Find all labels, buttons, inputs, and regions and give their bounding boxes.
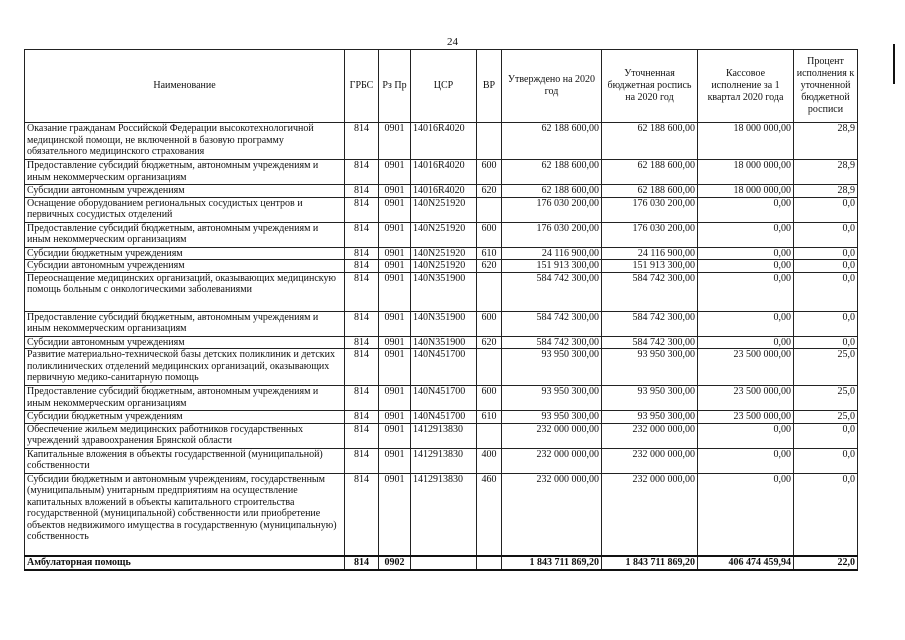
rzpr-cell: 0901 xyxy=(379,411,411,424)
header-cash: Кассовое исполнение за 1 квартал 2020 года xyxy=(698,50,794,123)
rzpr-cell: 0901 xyxy=(379,311,411,336)
header-approved: Утверждено на 2020 год xyxy=(502,50,602,123)
refined-cell: 151 913 300,00 xyxy=(602,260,698,273)
csr-cell: 14016R4020 xyxy=(411,123,477,160)
refined-cell: 232 000 000,00 xyxy=(602,423,698,448)
header-percent: Процент исполнения к уточненной бюджетной росписи xyxy=(794,50,858,123)
cash-cell: 0,00 xyxy=(698,336,794,349)
vr-cell: 460 xyxy=(477,473,502,556)
cash-cell: 18 000 000,00 xyxy=(698,160,794,185)
name-cell: Оснащение оборудованием региональных сосудистых центров и первичных сосудистых отделений xyxy=(25,197,345,222)
grbs-cell: 814 xyxy=(345,185,379,198)
approved-cell: 232 000 000,00 xyxy=(502,473,602,556)
grbs-cell: 814 xyxy=(345,197,379,222)
cash-cell: 0,00 xyxy=(698,247,794,260)
percent-cell: 0,0 xyxy=(794,336,858,349)
vr-cell: 600 xyxy=(477,311,502,336)
grbs-cell: 814 xyxy=(345,272,379,311)
name-cell: Развитие материально-технической базы детских поликлиник и детских поликлинических отделений медицинских организаций, оказывающих первичную медико-санитарную помощь xyxy=(25,349,345,386)
rzpr-cell: 0901 xyxy=(379,336,411,349)
percent-cell: 28,9 xyxy=(794,123,858,160)
refined-cell: 93 950 300,00 xyxy=(602,411,698,424)
approved-cell: 93 950 300,00 xyxy=(502,411,602,424)
header-refined: Уточненная бюджетная роспись на 2020 год xyxy=(602,50,698,123)
csr-cell xyxy=(411,556,477,570)
name-cell: Предоставление субсидий бюджетным, автономным учреждениям и иным некоммерческим организациям xyxy=(25,386,345,411)
rzpr-cell: 0901 xyxy=(379,247,411,260)
refined-cell: 584 742 300,00 xyxy=(602,272,698,311)
vr-cell: 620 xyxy=(477,260,502,273)
rzpr-cell: 0901 xyxy=(379,123,411,160)
csr-cell: 1412913830 xyxy=(411,448,477,473)
refined-cell: 1 843 711 869,20 xyxy=(602,556,698,570)
cash-cell: 0,00 xyxy=(698,260,794,273)
refined-cell: 584 742 300,00 xyxy=(602,311,698,336)
cash-cell: 23 500 000,00 xyxy=(698,349,794,386)
percent-cell: 25,0 xyxy=(794,386,858,411)
approved-cell: 24 116 900,00 xyxy=(502,247,602,260)
percent-cell: 0,0 xyxy=(794,260,858,273)
refined-cell: 62 188 600,00 xyxy=(602,123,698,160)
rzpr-cell: 0901 xyxy=(379,160,411,185)
percent-cell: 25,0 xyxy=(794,411,858,424)
cash-cell: 0,00 xyxy=(698,272,794,311)
grbs-cell: 814 xyxy=(345,473,379,556)
grbs-cell: 814 xyxy=(345,123,379,160)
cash-cell: 0,00 xyxy=(698,448,794,473)
grbs-cell: 814 xyxy=(345,247,379,260)
grbs-cell: 814 xyxy=(345,260,379,273)
csr-cell: 1412913830 xyxy=(411,423,477,448)
percent-cell: 22,0 xyxy=(794,556,858,570)
percent-cell: 28,9 xyxy=(794,185,858,198)
rzpr-cell: 0901 xyxy=(379,448,411,473)
cash-cell: 18 000 000,00 xyxy=(698,123,794,160)
grbs-cell: 814 xyxy=(345,423,379,448)
cash-cell: 0,00 xyxy=(698,311,794,336)
vr-cell xyxy=(477,197,502,222)
vr-cell: 600 xyxy=(477,386,502,411)
approved-cell: 1 843 711 869,20 xyxy=(502,556,602,570)
cash-cell: 0,00 xyxy=(698,197,794,222)
percent-cell: 0,0 xyxy=(794,311,858,336)
csr-cell: 140N351900 xyxy=(411,272,477,311)
cash-cell: 23 500 000,00 xyxy=(698,411,794,424)
refined-cell: 176 030 200,00 xyxy=(602,222,698,247)
rzpr-cell: 0901 xyxy=(379,386,411,411)
approved-cell: 62 188 600,00 xyxy=(502,123,602,160)
rzpr-cell: 0901 xyxy=(379,473,411,556)
table-row xyxy=(25,123,858,160)
grbs-cell: 814 xyxy=(345,448,379,473)
table-row xyxy=(25,185,858,198)
refined-cell: 232 000 000,00 xyxy=(602,473,698,556)
vr-cell xyxy=(477,272,502,311)
approved-cell: 62 188 600,00 xyxy=(502,160,602,185)
approved-cell: 232 000 000,00 xyxy=(502,423,602,448)
grbs-cell: 814 xyxy=(345,349,379,386)
approved-cell: 584 742 300,00 xyxy=(502,336,602,349)
csr-cell: 14016R4020 xyxy=(411,185,477,198)
percent-cell: 0,0 xyxy=(794,197,858,222)
vr-cell xyxy=(477,423,502,448)
vr-cell: 610 xyxy=(477,411,502,424)
percent-cell: 0,0 xyxy=(794,423,858,448)
name-cell: Капитальные вложения в объекты государственной (муниципальной) собственности xyxy=(25,448,345,473)
grbs-cell: 814 xyxy=(345,222,379,247)
name-cell: Обеспечение жильем медицинских работников государственных учреждений здравоохранения Брянской области xyxy=(25,423,345,448)
table-body xyxy=(25,123,858,571)
name-cell: Переоснащение медицинских организаций, оказывающих медицинскую помощь больным с онкологическими заболеваниями xyxy=(25,272,345,311)
csr-cell: 140N451700 xyxy=(411,349,477,386)
table-row xyxy=(25,423,858,448)
approved-cell: 62 188 600,00 xyxy=(502,185,602,198)
refined-cell: 176 030 200,00 xyxy=(602,197,698,222)
cash-cell: 0,00 xyxy=(698,222,794,247)
name-cell: Субсидии бюджетным учреждениям xyxy=(25,411,345,424)
rzpr-cell: 0902 xyxy=(379,556,411,570)
vr-cell: 620 xyxy=(477,336,502,349)
csr-cell: 14016R4020 xyxy=(411,160,477,185)
header-grbs: ГРБС xyxy=(345,50,379,123)
rzpr-cell: 0901 xyxy=(379,197,411,222)
table-row xyxy=(25,247,858,260)
table-row xyxy=(25,272,858,311)
approved-cell: 151 913 300,00 xyxy=(502,260,602,273)
approved-cell: 93 950 300,00 xyxy=(502,349,602,386)
name-cell: Субсидии автономным учреждениям xyxy=(25,260,345,273)
percent-cell: 25,0 xyxy=(794,349,858,386)
table-row xyxy=(25,260,858,273)
vr-cell xyxy=(477,123,502,160)
rzpr-cell: 0901 xyxy=(379,423,411,448)
table-row xyxy=(25,311,858,336)
csr-cell: 140N251920 xyxy=(411,260,477,273)
table-row xyxy=(25,336,858,349)
header-row xyxy=(25,50,858,123)
vr-cell: 600 xyxy=(477,222,502,247)
table-row xyxy=(25,386,858,411)
grbs-cell: 814 xyxy=(345,336,379,349)
header-vr: ВР xyxy=(477,50,502,123)
rzpr-cell: 0901 xyxy=(379,222,411,247)
refined-cell: 62 188 600,00 xyxy=(602,185,698,198)
cash-cell: 18 000 000,00 xyxy=(698,185,794,198)
vr-cell xyxy=(477,349,502,386)
csr-cell: 140N251920 xyxy=(411,247,477,260)
cash-cell: 0,00 xyxy=(698,423,794,448)
percent-cell: 0,0 xyxy=(794,247,858,260)
name-cell: Оказание гражданам Российской Федерации высокотехнологичной медицинской помощи, не включенной в базовую программу обязательного медицинского страхования xyxy=(25,123,345,160)
table-row xyxy=(25,473,858,556)
vr-cell: 620 xyxy=(477,185,502,198)
refined-cell: 232 000 000,00 xyxy=(602,448,698,473)
refined-cell: 24 116 900,00 xyxy=(602,247,698,260)
name-cell: Предоставление субсидий бюджетным, автономным учреждениям и иным некоммерческим организациям xyxy=(25,311,345,336)
approved-cell: 93 950 300,00 xyxy=(502,386,602,411)
refined-cell: 93 950 300,00 xyxy=(602,386,698,411)
grbs-cell: 814 xyxy=(345,311,379,336)
cash-cell: 0,00 xyxy=(698,473,794,556)
grbs-cell: 814 xyxy=(345,386,379,411)
name-cell: Субсидии автономным учреждениям xyxy=(25,185,345,198)
approved-cell: 176 030 200,00 xyxy=(502,222,602,247)
table-row xyxy=(25,349,858,386)
percent-cell: 28,9 xyxy=(794,160,858,185)
rzpr-cell: 0901 xyxy=(379,185,411,198)
vr-cell: 400 xyxy=(477,448,502,473)
table-row xyxy=(25,222,858,247)
name-cell: Предоставление субсидий бюджетным, автономным учреждениям и иным некоммерческим организациям xyxy=(25,160,345,185)
table-row xyxy=(25,160,858,185)
header-csr: ЦСР xyxy=(411,50,477,123)
percent-cell: 0,0 xyxy=(794,222,858,247)
rzpr-cell: 0901 xyxy=(379,272,411,311)
csr-cell: 140N351900 xyxy=(411,311,477,336)
refined-cell: 584 742 300,00 xyxy=(602,336,698,349)
name-cell: Субсидии автономным учреждениям xyxy=(25,336,345,349)
cash-cell: 23 500 000,00 xyxy=(698,386,794,411)
margin-rule xyxy=(893,44,895,84)
header-name: Наименование xyxy=(25,50,345,123)
csr-cell: 140N251920 xyxy=(411,222,477,247)
page-number: 24 xyxy=(447,36,458,48)
csr-cell: 140N451700 xyxy=(411,386,477,411)
grbs-cell: 814 xyxy=(345,411,379,424)
approved-cell: 584 742 300,00 xyxy=(502,272,602,311)
name-cell: Субсидии бюджетным учреждениям xyxy=(25,247,345,260)
rzpr-cell: 0901 xyxy=(379,260,411,273)
csr-cell: 140N351900 xyxy=(411,336,477,349)
total-row xyxy=(25,556,858,570)
cash-cell: 406 474 459,94 xyxy=(698,556,794,570)
name-cell: Амбулаторная помощь xyxy=(25,556,345,570)
percent-cell: 0,0 xyxy=(794,272,858,311)
name-cell: Субсидии бюджетным и автономным учреждениям, государственным (муниципальным) унитарным предприятиям на осуществление капитальных вложений в объекты капитального строительства государственной (муниципальной) собственности или приобретение объектов недвижимого имущества в государственную (муниципальную) собственность xyxy=(25,473,345,556)
percent-cell: 0,0 xyxy=(794,448,858,473)
percent-cell: 0,0 xyxy=(794,473,858,556)
csr-cell: 1412913830 xyxy=(411,473,477,556)
refined-cell: 62 188 600,00 xyxy=(602,160,698,185)
table-row xyxy=(25,411,858,424)
budget-table xyxy=(24,49,858,571)
header-rzpr: Рз Пр xyxy=(379,50,411,123)
grbs-cell: 814 xyxy=(345,556,379,570)
name-cell: Предоставление субсидий бюджетным, автономным учреждениям и иным некоммерческим организациям xyxy=(25,222,345,247)
vr-cell: 610 xyxy=(477,247,502,260)
refined-cell: 93 950 300,00 xyxy=(602,349,698,386)
rzpr-cell: 0901 xyxy=(379,349,411,386)
approved-cell: 584 742 300,00 xyxy=(502,311,602,336)
vr-cell xyxy=(477,556,502,570)
approved-cell: 176 030 200,00 xyxy=(502,197,602,222)
vr-cell: 600 xyxy=(477,160,502,185)
table-row xyxy=(25,197,858,222)
csr-cell: 140N251920 xyxy=(411,197,477,222)
table-row xyxy=(25,448,858,473)
grbs-cell: 814 xyxy=(345,160,379,185)
approved-cell: 232 000 000,00 xyxy=(502,448,602,473)
csr-cell: 140N451700 xyxy=(411,411,477,424)
